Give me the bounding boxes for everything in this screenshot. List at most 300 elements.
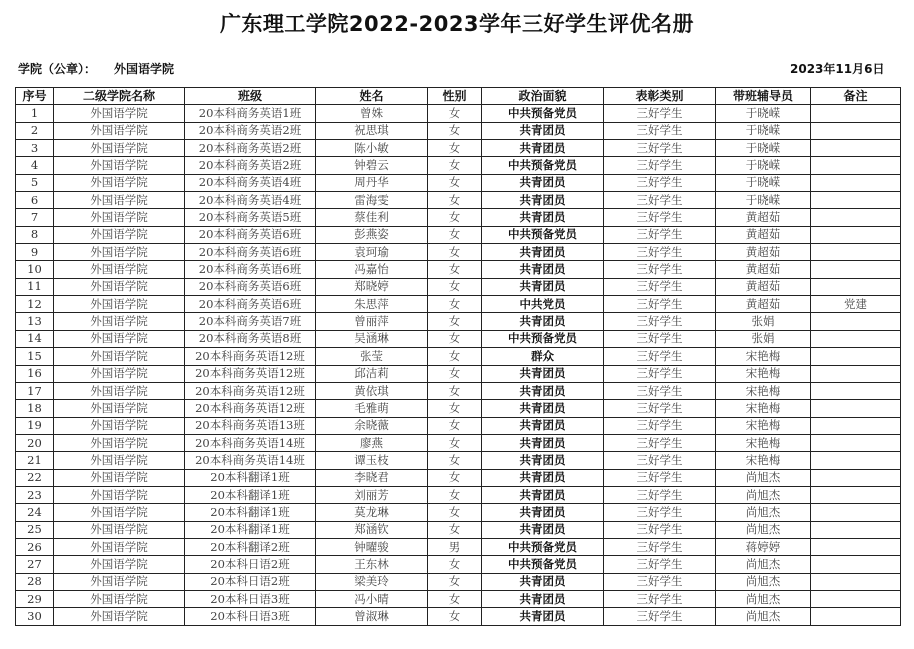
cell-class: 20本科商务英语6班	[185, 226, 316, 243]
cell-index: 16	[16, 365, 54, 382]
table-row	[16, 278, 901, 295]
cell-index: 19	[16, 417, 54, 434]
header-col-gender: 性别	[428, 88, 482, 105]
cell-award: 三好学生	[604, 538, 716, 555]
cell-award: 三好学生	[604, 469, 716, 486]
cell-remark	[811, 608, 901, 625]
table-row	[16, 261, 901, 278]
cell-college: 外国语学院	[54, 608, 185, 625]
cell-remark	[811, 382, 901, 399]
table-row	[16, 209, 901, 226]
cell-counselor: 于晓嵘	[716, 192, 811, 209]
cell-class: 20本科商务英语14班	[185, 434, 316, 451]
cell-college: 外国语学院	[54, 261, 185, 278]
cell-award: 三好学生	[604, 330, 716, 347]
cell-remark	[811, 417, 901, 434]
cell-class: 20本科商务英语6班	[185, 244, 316, 261]
cell-name: 冯嘉怡	[316, 261, 428, 278]
cell-name: 莫龙琳	[316, 504, 428, 521]
cell-class: 20本科商务英语12班	[185, 382, 316, 399]
cell-gender: 女	[428, 365, 482, 382]
cell-class: 20本科翻译1班	[185, 469, 316, 486]
header-col-class: 班级	[185, 88, 316, 105]
cell-counselor: 宋艳梅	[716, 348, 811, 365]
cell-counselor: 张娟	[716, 313, 811, 330]
cell-political: 中共预备党员	[482, 105, 604, 122]
cell-counselor: 尚旭杰	[716, 486, 811, 503]
cell-class: 20本科商务英语12班	[185, 400, 316, 417]
cell-name: 谭玉枝	[316, 452, 428, 469]
cell-remark	[811, 330, 901, 347]
cell-class: 20本科日语3班	[185, 590, 316, 607]
cell-index: 18	[16, 400, 54, 417]
cell-college: 外国语学院	[54, 296, 185, 313]
cell-gender: 女	[428, 452, 482, 469]
header-col-remark: 备注	[811, 88, 901, 105]
cell-index: 2	[16, 122, 54, 139]
cell-award: 三好学生	[604, 105, 716, 122]
cell-index: 1	[16, 105, 54, 122]
cell-name: 蔡佳利	[316, 209, 428, 226]
cell-college: 外国语学院	[54, 209, 185, 226]
cell-gender: 女	[428, 330, 482, 347]
cell-award: 三好学生	[604, 313, 716, 330]
cell-college: 外国语学院	[54, 348, 185, 365]
cell-college: 外国语学院	[54, 573, 185, 590]
cell-remark	[811, 192, 901, 209]
cell-class: 20本科商务英语2班	[185, 140, 316, 157]
cell-index: 30	[16, 608, 54, 625]
cell-counselor: 蒋婷婷	[716, 538, 811, 555]
cell-name: 廖燕	[316, 434, 428, 451]
cell-remark	[811, 174, 901, 191]
cell-award: 三好学生	[604, 521, 716, 538]
cell-class: 20本科商务英语13班	[185, 417, 316, 434]
table-row	[16, 452, 901, 469]
table-row	[16, 590, 901, 607]
cell-index: 29	[16, 590, 54, 607]
table-row	[16, 556, 901, 573]
college-info	[18, 60, 174, 77]
cell-index: 7	[16, 209, 54, 226]
college-label: 学院（公章）：	[18, 62, 97, 76]
cell-name: 王东林	[316, 556, 428, 573]
cell-class: 20本科翻译1班	[185, 521, 316, 538]
cell-award: 三好学生	[604, 608, 716, 625]
cell-counselor: 尚旭杰	[716, 608, 811, 625]
cell-class: 20本科日语2班	[185, 573, 316, 590]
cell-counselor: 于晓嵘	[716, 122, 811, 139]
cell-remark	[811, 226, 901, 243]
table-row	[16, 486, 901, 503]
cell-counselor: 于晓嵘	[716, 174, 811, 191]
cell-college: 外国语学院	[54, 278, 185, 295]
cell-counselor: 尚旭杰	[716, 469, 811, 486]
cell-index: 27	[16, 556, 54, 573]
header-col-college: 二级学院名称	[54, 88, 185, 105]
cell-remark	[811, 573, 901, 590]
cell-counselor: 尚旭杰	[716, 573, 811, 590]
cell-counselor: 张娟	[716, 330, 811, 347]
cell-award: 三好学生	[604, 556, 716, 573]
cell-gender: 女	[428, 261, 482, 278]
cell-index: 14	[16, 330, 54, 347]
cell-award: 三好学生	[604, 209, 716, 226]
cell-award: 三好学生	[604, 504, 716, 521]
cell-class: 20本科日语2班	[185, 556, 316, 573]
cell-index: 25	[16, 521, 54, 538]
cell-gender: 女	[428, 348, 482, 365]
cell-counselor: 黄超茹	[716, 209, 811, 226]
cell-counselor: 黄超茹	[716, 226, 811, 243]
table-row	[16, 573, 901, 590]
cell-college: 外国语学院	[54, 590, 185, 607]
cell-award: 三好学生	[604, 140, 716, 157]
cell-name: 祝思琪	[316, 122, 428, 139]
table-row	[16, 313, 901, 330]
cell-award: 三好学生	[604, 174, 716, 191]
cell-index: 15	[16, 348, 54, 365]
cell-award: 三好学生	[604, 348, 716, 365]
cell-gender: 女	[428, 278, 482, 295]
cell-award: 三好学生	[604, 452, 716, 469]
header-col-award: 表彰类别	[604, 88, 716, 105]
cell-counselor: 宋艳梅	[716, 382, 811, 399]
cell-political: 共青团员	[482, 469, 604, 486]
cell-name: 黄依琪	[316, 382, 428, 399]
cell-award: 三好学生	[604, 296, 716, 313]
cell-award: 三好学生	[604, 122, 716, 139]
cell-counselor: 宋艳梅	[716, 417, 811, 434]
cell-political: 共青团员	[482, 434, 604, 451]
cell-class: 20本科商务英语2班	[185, 157, 316, 174]
cell-remark	[811, 521, 901, 538]
cell-counselor: 宋艳梅	[716, 434, 811, 451]
cell-index: 8	[16, 226, 54, 243]
cell-college: 外国语学院	[54, 244, 185, 261]
cell-class: 20本科翻译1班	[185, 486, 316, 503]
table-row	[16, 608, 901, 625]
table-row	[16, 417, 901, 434]
cell-award: 三好学生	[604, 244, 716, 261]
cell-index: 12	[16, 296, 54, 313]
table-row	[16, 226, 901, 243]
cell-college: 外国语学院	[54, 122, 185, 139]
cell-gender: 男	[428, 538, 482, 555]
cell-index: 10	[16, 261, 54, 278]
cell-college: 外国语学院	[54, 157, 185, 174]
cell-index: 9	[16, 244, 54, 261]
cell-political: 共青团员	[482, 608, 604, 625]
cell-political: 中共预备党员	[482, 157, 604, 174]
table-row	[16, 400, 901, 417]
cell-name: 陈小敏	[316, 140, 428, 157]
cell-gender: 女	[428, 140, 482, 157]
cell-award: 三好学生	[604, 573, 716, 590]
cell-remark	[811, 244, 901, 261]
cell-award: 三好学生	[604, 417, 716, 434]
cell-college: 外国语学院	[54, 417, 185, 434]
cell-political: 共青团员	[482, 192, 604, 209]
table-row	[16, 521, 901, 538]
cell-political: 共青团员	[482, 400, 604, 417]
cell-political: 共青团员	[482, 365, 604, 382]
cell-name: 雷海雯	[316, 192, 428, 209]
table-body	[16, 105, 901, 625]
cell-index: 4	[16, 157, 54, 174]
cell-index: 23	[16, 486, 54, 503]
cell-class: 20本科商务英语6班	[185, 261, 316, 278]
cell-counselor: 于晓嵘	[716, 105, 811, 122]
cell-remark	[811, 313, 901, 330]
table-row	[16, 192, 901, 209]
cell-class: 20本科商务英语2班	[185, 122, 316, 139]
cell-college: 外国语学院	[54, 105, 185, 122]
cell-counselor: 于晓嵘	[716, 157, 811, 174]
cell-index: 21	[16, 452, 54, 469]
table-row	[16, 434, 901, 451]
cell-counselor: 黄超茹	[716, 296, 811, 313]
cell-counselor: 尚旭杰	[716, 504, 811, 521]
cell-college: 外国语学院	[54, 226, 185, 243]
cell-name: 曾姝	[316, 105, 428, 122]
cell-name: 梁美玲	[316, 573, 428, 590]
cell-gender: 女	[428, 521, 482, 538]
cell-college: 外国语学院	[54, 521, 185, 538]
cell-gender: 女	[428, 192, 482, 209]
cell-gender: 女	[428, 469, 482, 486]
cell-college: 外国语学院	[54, 434, 185, 451]
cell-college: 外国语学院	[54, 330, 185, 347]
cell-remark	[811, 122, 901, 139]
cell-counselor: 宋艳梅	[716, 365, 811, 382]
cell-name: 冯小晴	[316, 590, 428, 607]
cell-index: 3	[16, 140, 54, 157]
cell-gender: 女	[428, 590, 482, 607]
cell-political: 共青团员	[482, 140, 604, 157]
header-col-political: 政治面貌	[482, 88, 604, 105]
cell-gender: 女	[428, 244, 482, 261]
cell-remark	[811, 209, 901, 226]
header-col-index: 序号	[16, 88, 54, 105]
table-row	[16, 348, 901, 365]
cell-college: 外国语学院	[54, 382, 185, 399]
cell-college: 外国语学院	[54, 504, 185, 521]
cell-class: 20本科商务英语12班	[185, 348, 316, 365]
cell-index: 11	[16, 278, 54, 295]
page-title: 广东理工学院2022-2023学年三好学生评优名册	[219, 12, 695, 36]
cell-college: 外国语学院	[54, 140, 185, 157]
cell-class: 20本科商务英语1班	[185, 105, 316, 122]
student-table	[15, 87, 901, 626]
table-row	[16, 244, 901, 261]
cell-college: 外国语学院	[54, 313, 185, 330]
cell-index: 17	[16, 382, 54, 399]
cell-name: 钟曜骏	[316, 538, 428, 555]
cell-award: 三好学生	[604, 382, 716, 399]
cell-remark	[811, 105, 901, 122]
cell-political: 共青团员	[482, 382, 604, 399]
cell-class: 20本科翻译2班	[185, 538, 316, 555]
cell-college: 外国语学院	[54, 556, 185, 573]
table-row	[16, 122, 901, 139]
cell-gender: 女	[428, 434, 482, 451]
cell-political: 中共预备党员	[482, 330, 604, 347]
cell-class: 20本科商务英语4班	[185, 174, 316, 191]
cell-college: 外国语学院	[54, 365, 185, 382]
cell-class: 20本科商务英语4班	[185, 192, 316, 209]
cell-remark	[811, 261, 901, 278]
cell-gender: 女	[428, 105, 482, 122]
cell-political: 共青团员	[482, 174, 604, 191]
table-header-row	[16, 88, 901, 105]
header-col-counselor: 带班辅导员	[716, 88, 811, 105]
cell-political: 共青团员	[482, 261, 604, 278]
cell-name: 钟碧云	[316, 157, 428, 174]
cell-award: 三好学生	[604, 278, 716, 295]
cell-award: 三好学生	[604, 434, 716, 451]
cell-name: 曾丽萍	[316, 313, 428, 330]
cell-political: 共青团员	[482, 573, 604, 590]
cell-index: 6	[16, 192, 54, 209]
cell-gender: 女	[428, 400, 482, 417]
document-date: 2023年11月6日	[790, 62, 885, 76]
cell-award: 三好学生	[604, 365, 716, 382]
cell-name: 彭燕姿	[316, 226, 428, 243]
table-row	[16, 140, 901, 157]
cell-remark	[811, 486, 901, 503]
cell-index: 5	[16, 174, 54, 191]
college-name: 外国语学院	[114, 62, 175, 76]
cell-remark	[811, 400, 901, 417]
cell-class: 20本科商务英语8班	[185, 330, 316, 347]
cell-remark	[811, 157, 901, 174]
table-row	[16, 174, 901, 191]
table-row	[16, 469, 901, 486]
cell-political: 共青团员	[482, 313, 604, 330]
cell-college: 外国语学院	[54, 174, 185, 191]
table-row	[16, 105, 901, 122]
cell-remark	[811, 434, 901, 451]
cell-name: 郑涵钦	[316, 521, 428, 538]
cell-name: 余晓薇	[316, 417, 428, 434]
cell-index: 22	[16, 469, 54, 486]
cell-award: 三好学生	[604, 261, 716, 278]
cell-counselor: 尚旭杰	[716, 521, 811, 538]
cell-class: 20本科商务英语7班	[185, 313, 316, 330]
table-row	[16, 504, 901, 521]
cell-political: 共青团员	[482, 452, 604, 469]
cell-political: 中共预备党员	[482, 556, 604, 573]
cell-gender: 女	[428, 382, 482, 399]
cell-political: 共青团员	[482, 486, 604, 503]
cell-name: 邱洁莉	[316, 365, 428, 382]
cell-class: 20本科日语3班	[185, 608, 316, 625]
cell-index: 13	[16, 313, 54, 330]
cell-political: 共青团员	[482, 417, 604, 434]
cell-gender: 女	[428, 296, 482, 313]
cell-remark	[811, 590, 901, 607]
cell-gender: 女	[428, 417, 482, 434]
table-row	[16, 538, 901, 555]
cell-award: 三好学生	[604, 226, 716, 243]
cell-political: 共青团员	[482, 244, 604, 261]
cell-political: 共青团员	[482, 278, 604, 295]
cell-remark	[811, 504, 901, 521]
cell-political: 共青团员	[482, 504, 604, 521]
cell-name: 毛雅萌	[316, 400, 428, 417]
cell-college: 外国语学院	[54, 538, 185, 555]
cell-class: 20本科商务英语6班	[185, 296, 316, 313]
cell-gender: 女	[428, 504, 482, 521]
cell-gender: 女	[428, 608, 482, 625]
cell-class: 20本科商务英语14班	[185, 452, 316, 469]
cell-political: 共青团员	[482, 209, 604, 226]
cell-college: 外国语学院	[54, 486, 185, 503]
cell-gender: 女	[428, 226, 482, 243]
table-row	[16, 296, 901, 313]
cell-class: 20本科商务英语12班	[185, 365, 316, 382]
cell-counselor: 于晓嵘	[716, 140, 811, 157]
cell-class: 20本科商务英语5班	[185, 209, 316, 226]
cell-name: 吴涵琳	[316, 330, 428, 347]
cell-remark	[811, 278, 901, 295]
cell-gender: 女	[428, 174, 482, 191]
table-row	[16, 330, 901, 347]
cell-award: 三好学生	[604, 590, 716, 607]
cell-index: 26	[16, 538, 54, 555]
cell-political: 中共预备党员	[482, 538, 604, 555]
cell-name: 刘丽芳	[316, 486, 428, 503]
cell-counselor: 黄超茹	[716, 261, 811, 278]
header-col-name: 姓名	[316, 88, 428, 105]
cell-gender: 女	[428, 573, 482, 590]
cell-remark: 党建	[811, 296, 901, 313]
cell-counselor: 黄超茹	[716, 278, 811, 295]
cell-political: 中共党员	[482, 296, 604, 313]
cell-gender: 女	[428, 122, 482, 139]
cell-gender: 女	[428, 209, 482, 226]
cell-remark	[811, 452, 901, 469]
cell-college: 外国语学院	[54, 452, 185, 469]
cell-award: 三好学生	[604, 157, 716, 174]
cell-name: 袁珂瑜	[316, 244, 428, 261]
cell-counselor: 宋艳梅	[716, 452, 811, 469]
cell-political: 共青团员	[482, 122, 604, 139]
cell-political: 中共预备党员	[482, 226, 604, 243]
cell-political: 群众	[482, 348, 604, 365]
cell-political: 共青团员	[482, 521, 604, 538]
cell-name: 李晓君	[316, 469, 428, 486]
cell-name: 张莹	[316, 348, 428, 365]
cell-remark	[811, 538, 901, 555]
cell-counselor: 宋艳梅	[716, 400, 811, 417]
cell-name: 郑晓婷	[316, 278, 428, 295]
cell-counselor: 黄超茹	[716, 244, 811, 261]
cell-index: 20	[16, 434, 54, 451]
table-row	[16, 157, 901, 174]
cell-remark	[811, 348, 901, 365]
table-row	[16, 365, 901, 382]
cell-class: 20本科翻译1班	[185, 504, 316, 521]
cell-gender: 女	[428, 157, 482, 174]
cell-award: 三好学生	[604, 192, 716, 209]
cell-remark	[811, 556, 901, 573]
cell-gender: 女	[428, 486, 482, 503]
cell-political: 共青团员	[482, 590, 604, 607]
cell-award: 三好学生	[604, 486, 716, 503]
cell-college: 外国语学院	[54, 469, 185, 486]
